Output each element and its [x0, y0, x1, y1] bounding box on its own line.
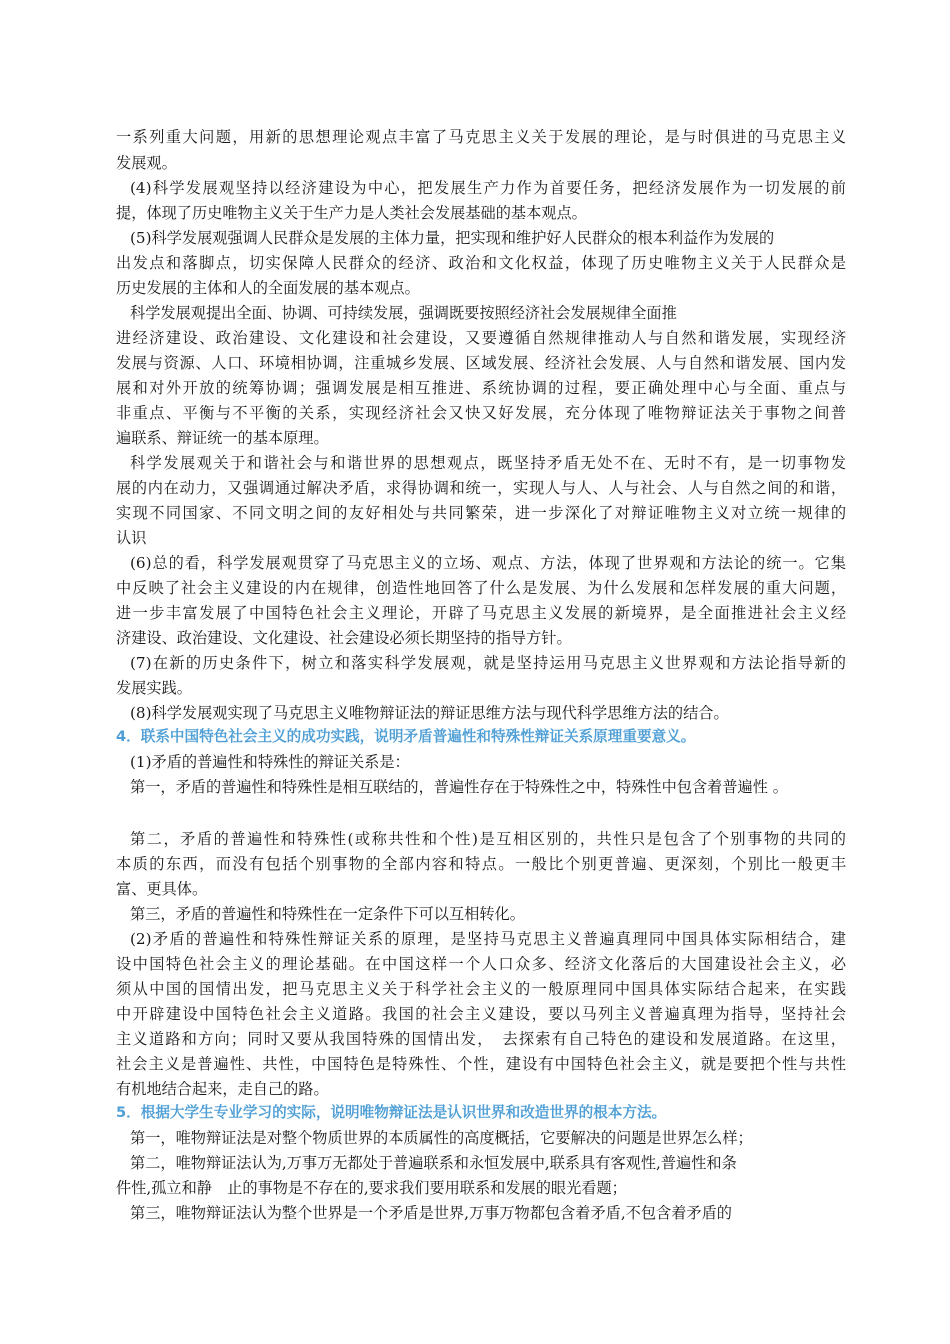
text-line: (1)矛盾的普遍性和特殊性的辩证关系是：	[130, 753, 410, 771]
text-line: 社会主义是普遍性、共性，中国特色是特殊性、个性，建设有中国特色社会主义，就是要把个性与共性	[116, 1055, 846, 1073]
text-line: (6)总的看，科学发展观贯穿了马克思主义的立场、观点、方法，体现了世界观和方法论的统一。它集	[130, 554, 846, 572]
text-line: 第一，唯物辩证法是对整个物质世界的本质属性的高度概括，它要解决的问题是世界怎么样；	[130, 1129, 753, 1147]
text-line: 历史发展的主体和人的全面发展的基本观点。	[116, 279, 420, 297]
text-line: 须从中国的国情出发，把马克思主义关于科学社会主义的一般原理同中国具体实际结合起来，在实践	[116, 980, 846, 998]
text-line: (5)科学发展观强调人民群众是发展的主体力量，把实现和维护好人民群众的根本利益作为发展的	[130, 229, 775, 247]
text-line: 遍联系、辩证统一的基本原理。	[116, 429, 329, 447]
text-line: 第二，唯物辩证法认为,万事万无都处于普遍联系和永恒发展中,联系具有客观性,普遍性和条	[130, 1154, 737, 1172]
text-line: 进一步丰富发展了中国特色社会主义理论，开辟了马克思主义发展的新境界，是全面推进社会主义经	[116, 604, 846, 622]
text-line: 第三，唯物辩证法认为整个世界是一个矛盾是世界,万事万物都包含着矛盾,不包含着矛盾的	[130, 1204, 732, 1222]
text-line: 提，体现了历史唯物主义关于生产力是人类社会发展基础的基本观点。	[116, 204, 587, 222]
section-heading: 4．联系中国特色社会主义的成功实践，说明矛盾普遍性和特殊性辩证关系原理重要意义。	[116, 728, 696, 745]
text-line: (4)科学发展观坚持以经济建设为中心，把发展生产力作为首要任务，把经济发展作为一切发展的前	[130, 179, 846, 197]
text-line: 富、更具体。	[116, 880, 208, 898]
text-line: (7)在新的历史条件下，树立和落实科学发展观，就是坚持运用马克思主义世界观和方法论指导新的	[130, 654, 846, 672]
text-line: 进经济建设、政治建设、文化建设和社会建设，又要遵循自然规律推动人与自然和谐发展，实现经济	[116, 329, 846, 347]
text-line: (8)科学发展观实现了马克思主义唯物辩证法的辩证思维方法与现代科学思维方法的结合。	[130, 704, 729, 722]
text-line: 设中国特色社会主义的理论基础。在中国这样一个人口众多、经济文化落后的大国建设社会主义，必	[116, 955, 846, 973]
text-line: 展的内在动力，又强调通过解决矛盾，求得协调和统一，实现人与人、人与社会、人与自然之间的和谐，	[116, 479, 846, 497]
text-line: 科学发展观关于和谐社会与和谐世界的思想观点，既坚持矛盾无处不在、无时不有，是一切事物发	[130, 454, 846, 472]
text-line: 主义道路和方向；同时又要从我国特殊的国情出发， 去探索有自己特色的建设和发展道路。在这里，	[116, 1030, 846, 1048]
text-line: 展和对外开放的统筹协调；强调发展是相互推进、系统协调的过程，要正确处理中心与全面、重点与	[116, 379, 846, 397]
text-line: 有机地结合起来，走自己的路。	[116, 1080, 329, 1098]
text-line: 发展观。	[116, 154, 177, 172]
text-line: 发展与资源、人口、环境相协调，注重城乡发展、区域发展、经济社会发展、人与自然和谐发展、国内发	[116, 354, 846, 372]
text-line: 第一，矛盾的普遍性和特殊性是相互联结的，普遍性存在于特殊性之中，特殊性中包含着普遍性 。	[130, 778, 788, 796]
section-heading: 5．根据大学生专业学习的实际，说明唯物辩证法是认识世界和改造世界的根本方法。	[116, 1104, 667, 1121]
text-line: 发展实践。	[116, 679, 192, 697]
text-line: 第三，矛盾的普遍性和特殊性在一定条件下可以互相转化。	[130, 905, 525, 923]
text-line: 实现不同国家、不同文明之间的友好相处与共同繁荣，进一步深化了对辩证唯物主义对立统一规律的	[116, 504, 846, 522]
text-line: 济建设、政治建设、文化建设、社会建设必须长期坚持的指导方针。	[116, 629, 572, 647]
text-line: 非重点、平衡与不平衡的关系，实现经济社会又快又好发展，充分体现了唯物辩证法关于事物之间普	[116, 404, 846, 422]
text-line: 本质的东西，而没有包括个别事物的全部内容和特点。一般比个别更普遍、更深刻，个别比一般更丰	[116, 855, 846, 873]
text-line: 第二，矛盾的普遍性和特殊性(或称共性和个性)是互相区别的，共性只是包含了个别事物的共同的	[130, 830, 846, 848]
text-line: 中反映了社会主义建设的内在规律，创造性地回答了什么是发展、为什么发展和怎样发展的重大问题，	[116, 579, 846, 597]
text-line: 件性,孤立和静 止的事物是不存在的,要求我们要用联系和发展的眼光看题；	[116, 1179, 627, 1197]
text-line: 一系列重大问题，用新的思想理论观点丰富了马克思主义关于发展的理论，是与时俱进的马克思主义	[116, 128, 846, 146]
text-line: 中开辟建设中国特色社会主义道路。我国的社会主义建设，要以马列主义普遍真理为指导，坚持社会	[116, 1005, 846, 1023]
text-line: 科学发展观提出全面、协调、可持续发展，强调既要按照经济社会发展规律全面推	[130, 304, 677, 322]
text-line: 认识	[116, 529, 147, 547]
text-line: 出发点和落脚点，切实保障人民群众的经济、政治和文化权益，体现了历史唯物主义关于人民群众是	[116, 254, 846, 272]
text-line: (2)矛盾的普遍性和特殊性辩证关系的原理，是坚持马克思主义普遍真理同中国具体实际相结合，建	[130, 930, 846, 948]
